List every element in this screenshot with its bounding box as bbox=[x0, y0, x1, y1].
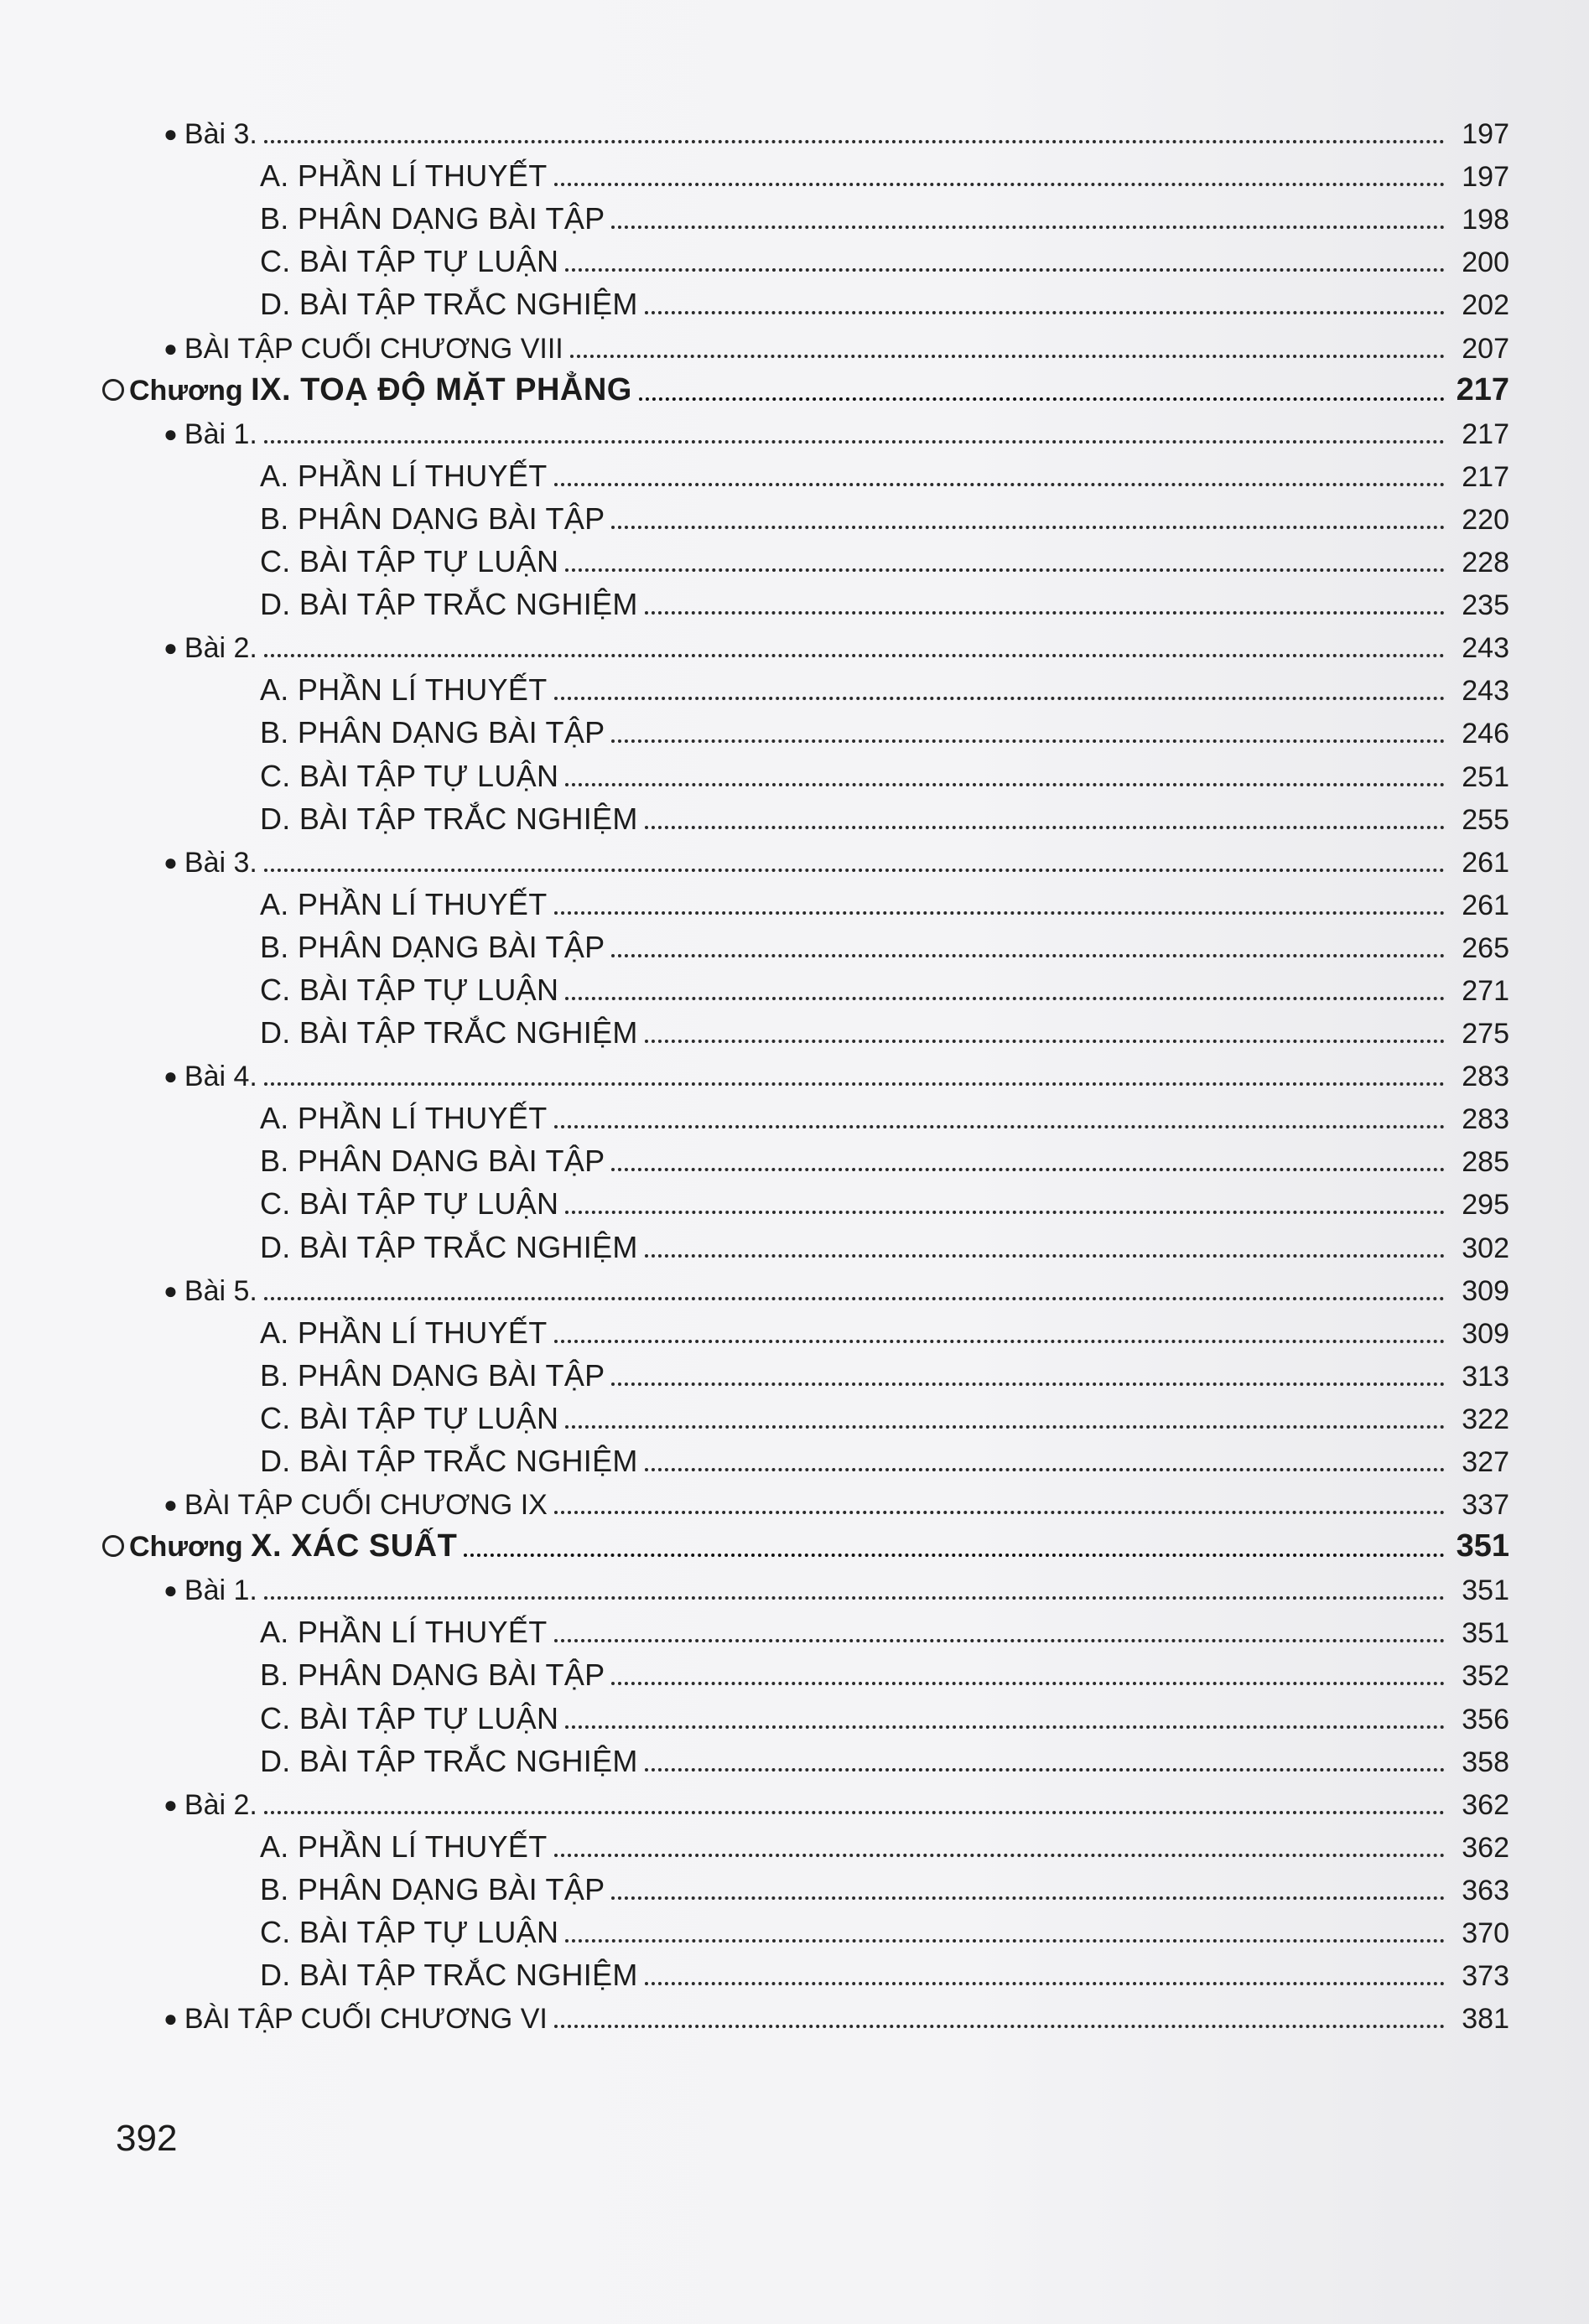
toc-entry-label: B. PHÂN DẠNG BÀI TẬP bbox=[260, 929, 605, 964]
chapter-title: X. XÁC SUẤT bbox=[251, 1528, 458, 1564]
toc-page-number: 362 bbox=[1462, 1788, 1509, 1821]
toc-page-number: 217 bbox=[1462, 418, 1509, 450]
toc-section-row bbox=[0, 1740, 1589, 1783]
toc-section-row bbox=[0, 926, 1589, 969]
toc-section-row bbox=[0, 884, 1589, 926]
toc-page-number: 220 bbox=[1462, 503, 1509, 536]
toc-entry-label bbox=[0, 847, 257, 884]
toc-page-number: 198 bbox=[1462, 204, 1509, 236]
dot-leader bbox=[611, 226, 1445, 229]
dot-leader bbox=[554, 183, 1445, 186]
toc-page-number: 217 bbox=[1456, 371, 1509, 407]
toc-page-number: 356 bbox=[1462, 1703, 1509, 1735]
toc-section-row bbox=[0, 1312, 1589, 1355]
toc-entry-label: D. BÀI TẬP TRẮC NGHIỆM bbox=[260, 1958, 638, 1993]
dot-leader bbox=[639, 397, 1445, 401]
lesson-title: Bài 1. bbox=[184, 418, 257, 450]
toc-entry-label: B. PHÂN DẠNG BÀI TẬP bbox=[260, 501, 605, 536]
toc-page-number: 202 bbox=[1462, 289, 1509, 322]
toc-entry-label: D. BÀI TẬP TRẮC NGHIỆM bbox=[260, 1743, 638, 1778]
dot-leader bbox=[264, 440, 1445, 444]
dot-leader bbox=[645, 1468, 1445, 1471]
bullet-icon: ● bbox=[164, 1577, 178, 1604]
bullet-icon: ● bbox=[164, 121, 178, 148]
toc-entry-label: C. BÀI TẬP TỰ LUẬN bbox=[260, 1700, 559, 1735]
toc-entry-label bbox=[0, 333, 563, 370]
toc-section-row bbox=[0, 241, 1589, 283]
toc-section-row bbox=[0, 198, 1589, 241]
toc-page-number: 265 bbox=[1462, 931, 1509, 964]
toc-entry-label bbox=[0, 1489, 548, 1526]
toc-section-row bbox=[0, 1140, 1589, 1183]
lesson-title: Bài 5. bbox=[184, 1274, 257, 1307]
circle-marker-icon bbox=[102, 1535, 124, 1557]
dot-leader bbox=[554, 697, 1445, 700]
dot-leader bbox=[645, 311, 1445, 314]
toc-section-row bbox=[0, 283, 1589, 326]
toc-page-number: 197 bbox=[1462, 161, 1509, 194]
dot-leader bbox=[611, 1382, 1445, 1386]
toc-page-number: 243 bbox=[1462, 632, 1509, 665]
toc-entry-label: C. BÀI TẬP TỰ LUẬN bbox=[260, 244, 559, 279]
dot-leader bbox=[264, 654, 1445, 657]
dot-leader bbox=[645, 826, 1445, 829]
toc-entry-label: D. BÀI TẬP TRẮC NGHIỆM bbox=[260, 587, 638, 622]
dot-leader bbox=[554, 1340, 1445, 1343]
toc-entry-label: D. BÀI TẬP TRẮC NGHIỆM bbox=[260, 1015, 638, 1050]
toc-lesson-row bbox=[0, 1783, 1589, 1826]
dot-leader bbox=[565, 1725, 1445, 1729]
table-of-contents bbox=[0, 112, 1589, 2040]
toc-lesson-row bbox=[0, 326, 1589, 369]
toc-entry-label: C. BÀI TẬP TỰ LUẬN bbox=[260, 972, 559, 1007]
toc-section-row bbox=[0, 155, 1589, 198]
toc-section-row bbox=[0, 1826, 1589, 1869]
toc-entry-label: A. PHẦN LÍ THUYẾT bbox=[260, 1101, 548, 1136]
toc-chapter-row bbox=[0, 1526, 1589, 1569]
toc-entry-label: B. PHÂN DẠNG BÀI TẬP bbox=[260, 715, 605, 750]
dot-leader bbox=[264, 1811, 1445, 1814]
toc-lesson-row bbox=[0, 1269, 1589, 1312]
dot-leader bbox=[611, 739, 1445, 743]
toc-page-number: 235 bbox=[1462, 589, 1509, 622]
toc-entry-label: C. BÀI TẬP TỰ LUẬN bbox=[260, 1186, 559, 1222]
toc-chapter-row bbox=[0, 370, 1589, 412]
toc-section-row bbox=[0, 455, 1589, 498]
toc-section-row bbox=[0, 1226, 1589, 1268]
toc-entry-label: A. PHẦN LÍ THUYẾT bbox=[260, 458, 548, 493]
toc-entry-label bbox=[0, 1061, 257, 1097]
dot-leader bbox=[565, 1425, 1445, 1429]
toc-page-number: 309 bbox=[1462, 1317, 1509, 1350]
dot-leader bbox=[554, 1854, 1445, 1857]
toc-page-number: 313 bbox=[1462, 1360, 1509, 1393]
toc-entry-label: C. BÀI TẬP TỰ LUẬN bbox=[260, 1915, 559, 1950]
dot-leader bbox=[554, 2025, 1445, 2028]
toc-lesson-row bbox=[0, 626, 1589, 669]
toc-entry-label: A. PHẦN LÍ THUYẾT bbox=[260, 886, 548, 921]
lesson-title: BÀI TẬP CUỐI CHƯƠNG IX bbox=[184, 1489, 548, 1522]
toc-entry-label: D. BÀI TẬP TRẮC NGHIỆM bbox=[260, 801, 638, 836]
toc-entry-label: A. PHẦN LÍ THUYẾT bbox=[260, 672, 548, 708]
toc-page-number: 207 bbox=[1462, 332, 1509, 365]
toc-page-number: 337 bbox=[1462, 1489, 1509, 1522]
toc-page-number: 322 bbox=[1462, 1403, 1509, 1435]
toc-page-number: 370 bbox=[1462, 1917, 1509, 1950]
toc-page-number: 246 bbox=[1462, 718, 1509, 750]
dot-leader bbox=[611, 1682, 1445, 1685]
dot-leader bbox=[645, 1254, 1445, 1258]
dot-leader bbox=[554, 1639, 1445, 1642]
dot-leader bbox=[264, 1596, 1445, 1600]
toc-entry-label bbox=[0, 418, 257, 455]
toc-page-number: 351 bbox=[1462, 1574, 1509, 1607]
toc-page-number: 295 bbox=[1462, 1189, 1509, 1222]
toc-section-row bbox=[0, 1183, 1589, 1226]
toc-section-row bbox=[0, 584, 1589, 626]
toc-entry-label bbox=[0, 2003, 548, 2040]
bullet-icon: ● bbox=[164, 335, 178, 361]
lesson-title: Bài 2. bbox=[184, 632, 257, 665]
toc-page-number: 261 bbox=[1462, 889, 1509, 921]
bullet-icon: ● bbox=[164, 1063, 178, 1090]
toc-entry-label bbox=[0, 372, 632, 412]
toc-entry-label: C. BÀI TẬP TỰ LUẬN bbox=[260, 758, 559, 793]
dot-leader bbox=[565, 783, 1445, 786]
toc-entry-label bbox=[0, 1574, 257, 1611]
toc-page-number: 358 bbox=[1462, 1746, 1509, 1778]
toc-page-number: 381 bbox=[1462, 2003, 1509, 2036]
chapter-prefix: Chương bbox=[129, 374, 243, 407]
toc-lesson-row bbox=[0, 841, 1589, 884]
toc-entry-label: A. PHẦN LÍ THUYẾT bbox=[260, 1615, 548, 1650]
lesson-title: BÀI TẬP CUỐI CHƯƠNG VI bbox=[184, 2003, 548, 2036]
toc-page-number: 327 bbox=[1462, 1446, 1509, 1478]
toc-entry-label bbox=[0, 1789, 257, 1826]
toc-page-number: 362 bbox=[1462, 1831, 1509, 1864]
toc-page-number: 302 bbox=[1462, 1232, 1509, 1264]
bullet-icon: ● bbox=[164, 848, 178, 875]
toc-section-row bbox=[0, 1355, 1589, 1398]
toc-section-row bbox=[0, 1654, 1589, 1697]
dot-leader bbox=[554, 1125, 1445, 1128]
toc-page-number: 283 bbox=[1462, 1103, 1509, 1136]
dot-leader bbox=[645, 1040, 1445, 1043]
toc-page-number: 251 bbox=[1462, 760, 1509, 793]
dot-leader bbox=[565, 568, 1445, 572]
toc-entry-label: D. BÀI TẬP TRẮC NGHIỆM bbox=[260, 1229, 638, 1264]
toc-page-number: 285 bbox=[1462, 1146, 1509, 1179]
toc-section-row bbox=[0, 1869, 1589, 1912]
toc-page-number: 200 bbox=[1462, 246, 1509, 279]
toc-section-row bbox=[0, 1398, 1589, 1440]
dot-leader bbox=[645, 1768, 1445, 1772]
bullet-icon: ● bbox=[164, 1491, 178, 1518]
lesson-title: BÀI TẬP CUỐI CHƯƠNG VIII bbox=[184, 332, 563, 365]
toc-lesson-row bbox=[0, 1055, 1589, 1097]
circle-marker-icon bbox=[102, 379, 124, 401]
toc-entry-label: A. PHẦN LÍ THUYẾT bbox=[260, 158, 548, 194]
dot-leader bbox=[565, 1939, 1445, 1943]
toc-page-number: 243 bbox=[1462, 675, 1509, 708]
toc-page-number: 255 bbox=[1462, 803, 1509, 836]
toc-entry-label: A. PHẦN LÍ THUYẾT bbox=[260, 1829, 548, 1864]
toc-page-number: 275 bbox=[1462, 1018, 1509, 1050]
toc-page-number: 283 bbox=[1462, 1061, 1509, 1093]
dot-leader bbox=[554, 911, 1445, 915]
toc-entry-label: B. PHÂN DẠNG BÀI TẬP bbox=[260, 1144, 605, 1179]
dot-leader bbox=[264, 869, 1445, 872]
lesson-title: Bài 4. bbox=[184, 1061, 257, 1093]
bullet-icon: ● bbox=[164, 635, 178, 661]
toc-section-row bbox=[0, 541, 1589, 584]
bullet-icon: ● bbox=[164, 1791, 178, 1818]
dot-leader bbox=[554, 1511, 1445, 1514]
toc-page-number: 351 bbox=[1462, 1617, 1509, 1650]
dot-leader bbox=[611, 526, 1445, 529]
toc-lesson-row bbox=[0, 1483, 1589, 1526]
toc-lesson-row bbox=[0, 412, 1589, 455]
lesson-title: Bài 2. bbox=[184, 1788, 257, 1821]
toc-entry-label: A. PHẦN LÍ THUYẾT bbox=[260, 1315, 548, 1350]
dot-leader bbox=[464, 1554, 1445, 1557]
toc-section-row bbox=[0, 1440, 1589, 1483]
lesson-title: Bài 3. bbox=[184, 118, 257, 151]
chapter-title: IX. TOẠ ĐỘ MẶT PHẲNG bbox=[251, 371, 632, 407]
toc-page-number: 271 bbox=[1462, 974, 1509, 1007]
dot-leader bbox=[611, 954, 1445, 957]
toc-entry-label: D. BÀI TẬP TRẮC NGHIỆM bbox=[260, 1444, 638, 1478]
toc-page-number: 309 bbox=[1462, 1274, 1509, 1307]
page-number: 392 bbox=[116, 2118, 178, 2159]
toc-section-row bbox=[0, 498, 1589, 541]
lesson-title: Bài 1. bbox=[184, 1574, 257, 1607]
dot-leader bbox=[565, 997, 1445, 1000]
toc-page-number: 228 bbox=[1462, 547, 1509, 579]
toc-entry-label bbox=[0, 1275, 257, 1312]
chapter-prefix: Chương bbox=[129, 1531, 243, 1564]
toc-section-row bbox=[0, 1012, 1589, 1055]
bullet-icon: ● bbox=[164, 2005, 178, 2032]
lesson-title: Bài 3. bbox=[184, 846, 257, 879]
dot-leader bbox=[565, 1211, 1445, 1214]
dot-leader bbox=[264, 1082, 1445, 1086]
dot-leader bbox=[611, 1168, 1445, 1171]
dot-leader bbox=[645, 611, 1445, 615]
toc-lesson-row bbox=[0, 1569, 1589, 1611]
toc-section-row bbox=[0, 798, 1589, 841]
toc-page-number: 352 bbox=[1462, 1660, 1509, 1693]
toc-entry-label: B. PHÂN DẠNG BÀI TẬP bbox=[260, 1657, 605, 1693]
toc-lesson-row bbox=[0, 112, 1589, 155]
dot-leader bbox=[554, 483, 1445, 486]
toc-section-row bbox=[0, 1097, 1589, 1140]
toc-page-number: 261 bbox=[1462, 846, 1509, 879]
toc-entry-label bbox=[0, 118, 257, 155]
toc-page-number: 197 bbox=[1462, 118, 1509, 151]
toc-entry-label: D. BÀI TẬP TRẮC NGHIỆM bbox=[260, 287, 638, 322]
toc-entry-label: B. PHÂN DẠNG BÀI TẬP bbox=[260, 1357, 605, 1393]
toc-entry-label: B. PHÂN DẠNG BÀI TẬP bbox=[260, 201, 605, 236]
dot-leader bbox=[645, 1982, 1445, 1985]
toc-section-row bbox=[0, 712, 1589, 755]
toc-section-row bbox=[0, 1697, 1589, 1740]
dot-leader bbox=[611, 1896, 1445, 1900]
toc-lesson-row bbox=[0, 1997, 1589, 2040]
toc-entry-label: C. BÀI TẬP TỰ LUẬN bbox=[260, 1400, 559, 1435]
toc-page-number: 363 bbox=[1462, 1874, 1509, 1906]
toc-section-row bbox=[0, 1912, 1589, 1954]
toc-page-number: 351 bbox=[1456, 1528, 1509, 1564]
dot-leader bbox=[264, 1297, 1445, 1300]
toc-entry-label bbox=[0, 632, 257, 669]
dot-leader bbox=[565, 268, 1445, 272]
toc-section-row bbox=[0, 755, 1589, 797]
dot-leader bbox=[264, 140, 1445, 143]
bullet-icon: ● bbox=[164, 1277, 178, 1304]
toc-page-number: 373 bbox=[1462, 1960, 1509, 1993]
toc-section-row bbox=[0, 1611, 1589, 1654]
toc-entry-label: C. BÀI TẬP TỰ LUẬN bbox=[260, 544, 559, 579]
toc-page-number: 217 bbox=[1462, 460, 1509, 493]
toc-section-row bbox=[0, 669, 1589, 712]
toc-section-row bbox=[0, 1954, 1589, 1997]
dot-leader bbox=[570, 355, 1445, 358]
toc-entry-label: B. PHÂN DẠNG BÀI TẬP bbox=[260, 1871, 605, 1906]
bullet-icon: ● bbox=[164, 420, 178, 447]
toc-entry-label bbox=[0, 1528, 457, 1569]
toc-section-row bbox=[0, 969, 1589, 1012]
